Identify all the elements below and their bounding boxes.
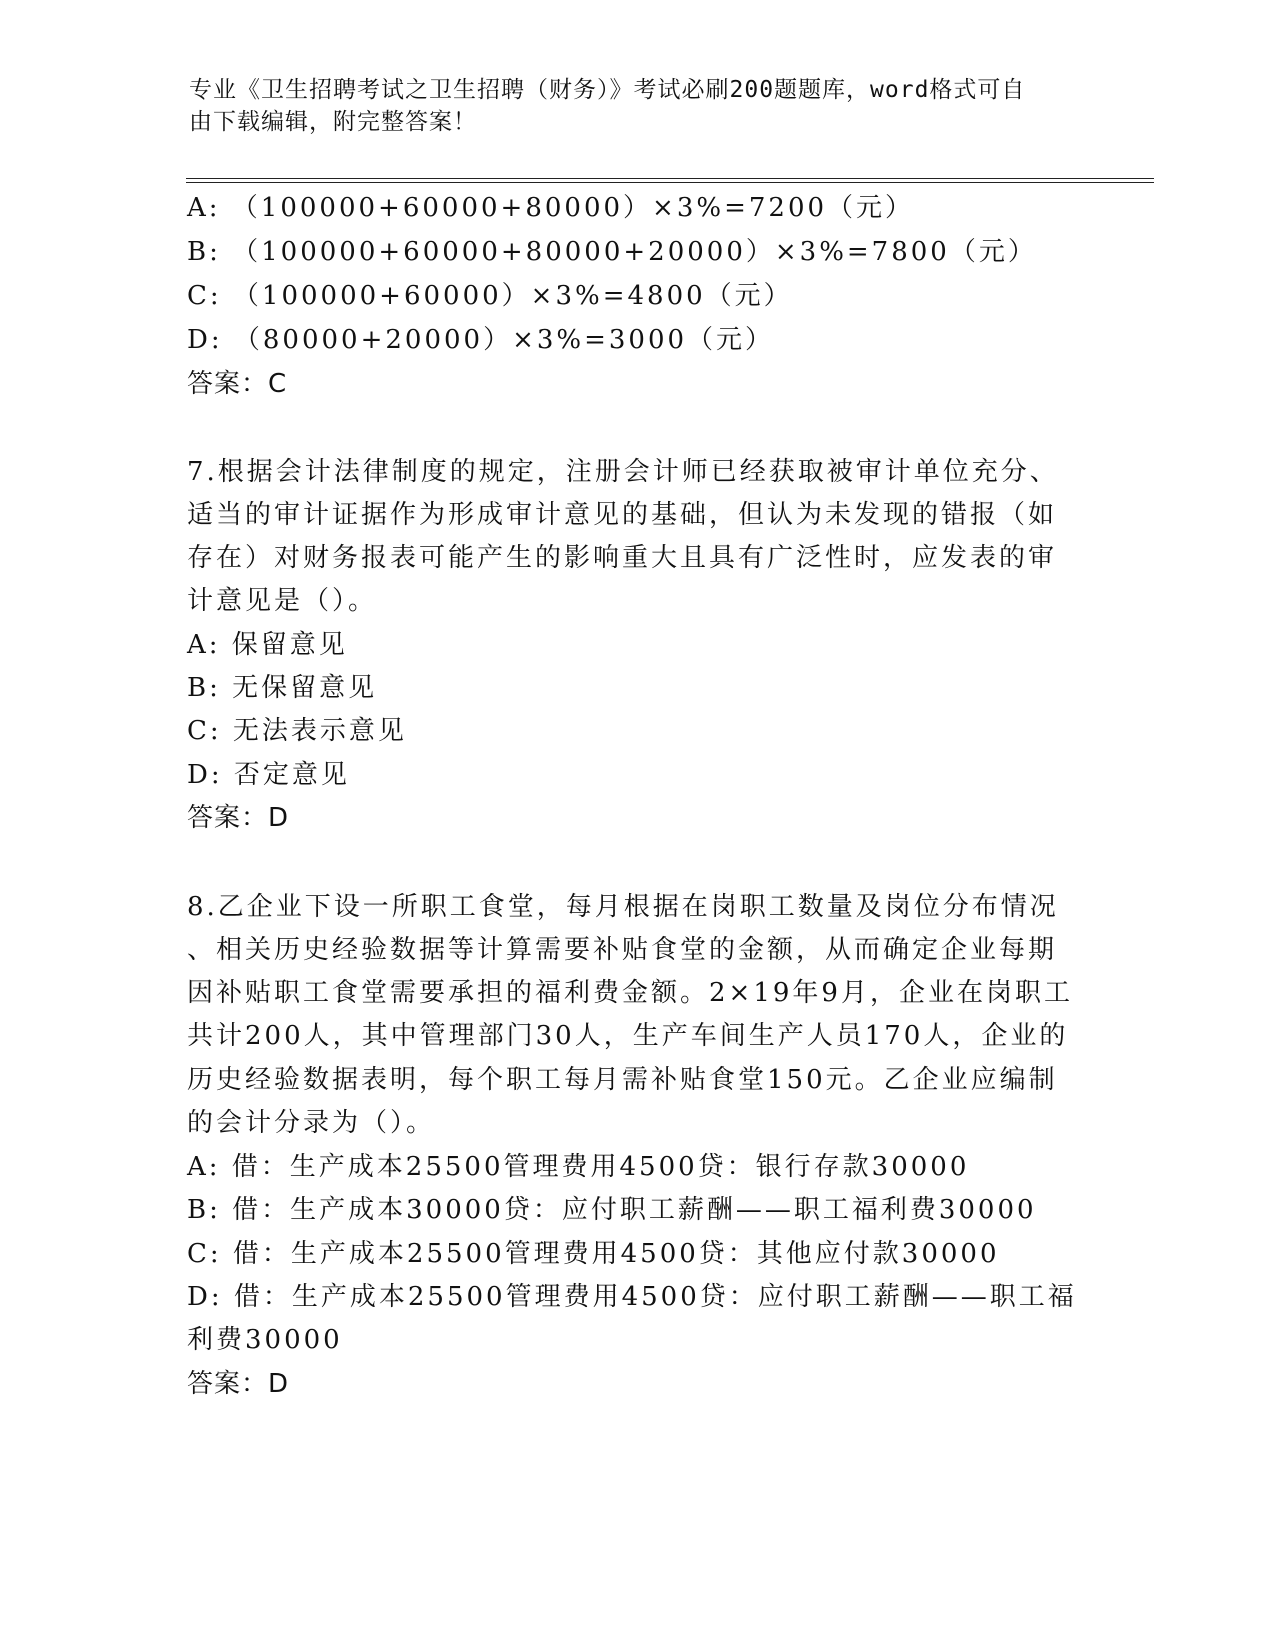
q8-option-d: D: 借：生产成本25500管理费用4500贷：应付职工薪酬——职工福 bbox=[187, 1282, 1077, 1312]
q6-option-a: A: （100000+60000+80000）×3%=7200（元） bbox=[187, 193, 915, 223]
q7-stem-line-1: 7.根据会计法律制度的规定，注册会计师已经获取被审计单位充分、 bbox=[187, 457, 1059, 487]
q8-option-c: C: 借：生产成本25500管理费用4500贷：其他应付款30000 bbox=[187, 1239, 1000, 1269]
q8-stem-line-1: 8.乙企业下设一所职工食堂，每月根据在岗职工数量及岗位分布情况 bbox=[187, 892, 1059, 922]
q6-option-c: C: （100000+60000）×3%=4800（元） bbox=[187, 281, 793, 311]
q8-stem-line-3: 因补贴职工食堂需要承担的福利费金额。2×19年9月，企业在岗职工 bbox=[187, 978, 1073, 1008]
header-line-2: 由下载编辑，附完整答案！ bbox=[189, 109, 477, 135]
q7-stem-line-4: 计意见是（）。 bbox=[187, 586, 378, 616]
q8-stem-line-5: 历史经验数据表明，每个职工每月需补贴食堂150元。乙企业应编制 bbox=[187, 1065, 1058, 1095]
q8-answer: 答案：D bbox=[187, 1369, 290, 1399]
q7-option-c: C: 无法表示意见 bbox=[187, 716, 407, 746]
header-divider-top bbox=[186, 178, 1154, 179]
q6-option-b: B: （100000+60000+80000+20000）×3%=7800（元） bbox=[187, 237, 1037, 267]
header-line-1: 专业《卫生招聘考试之卫生招聘（财务）》考试必刷200题题库，word格式可自 bbox=[189, 77, 1026, 103]
q7-stem-line-2: 适当的审计证据作为形成审计意见的基础，但认为未发现的错报（如 bbox=[187, 500, 1058, 530]
q7-option-b: B: 无保留意见 bbox=[187, 673, 378, 703]
q8-stem-line-2: 、相关历史经验数据等计算需要补贴食堂的金额，从而确定企业每期 bbox=[187, 935, 1058, 965]
header-divider-bottom bbox=[186, 182, 1154, 183]
q8-option-d-continued: 利费30000 bbox=[187, 1325, 343, 1355]
q8-stem-line-4: 共计200人，其中管理部门30人，生产车间生产人员170人，企业的 bbox=[187, 1021, 1069, 1051]
q6-option-d: D: （80000+20000）×3%=3000（元） bbox=[187, 325, 775, 355]
q7-option-a: A: 保留意见 bbox=[187, 630, 348, 660]
q6-answer: 答案：C bbox=[187, 369, 288, 399]
q8-stem-line-6: 的会计分录为（）。 bbox=[187, 1108, 436, 1138]
q7-option-d: D: 否定意见 bbox=[187, 760, 350, 790]
document-header bbox=[189, 74, 1069, 138]
q7-stem-line-3: 存在）对财务报表可能产生的影响重大且具有广泛性时，应发表的审 bbox=[187, 543, 1058, 573]
q8-option-b: B: 借：生产成本30000贷：应付职工薪酬——职工福利费30000 bbox=[187, 1195, 1037, 1225]
q7-answer: 答案：D bbox=[187, 803, 290, 833]
q8-option-a: A: 借：生产成本25500管理费用4500贷：银行存款30000 bbox=[187, 1152, 970, 1182]
